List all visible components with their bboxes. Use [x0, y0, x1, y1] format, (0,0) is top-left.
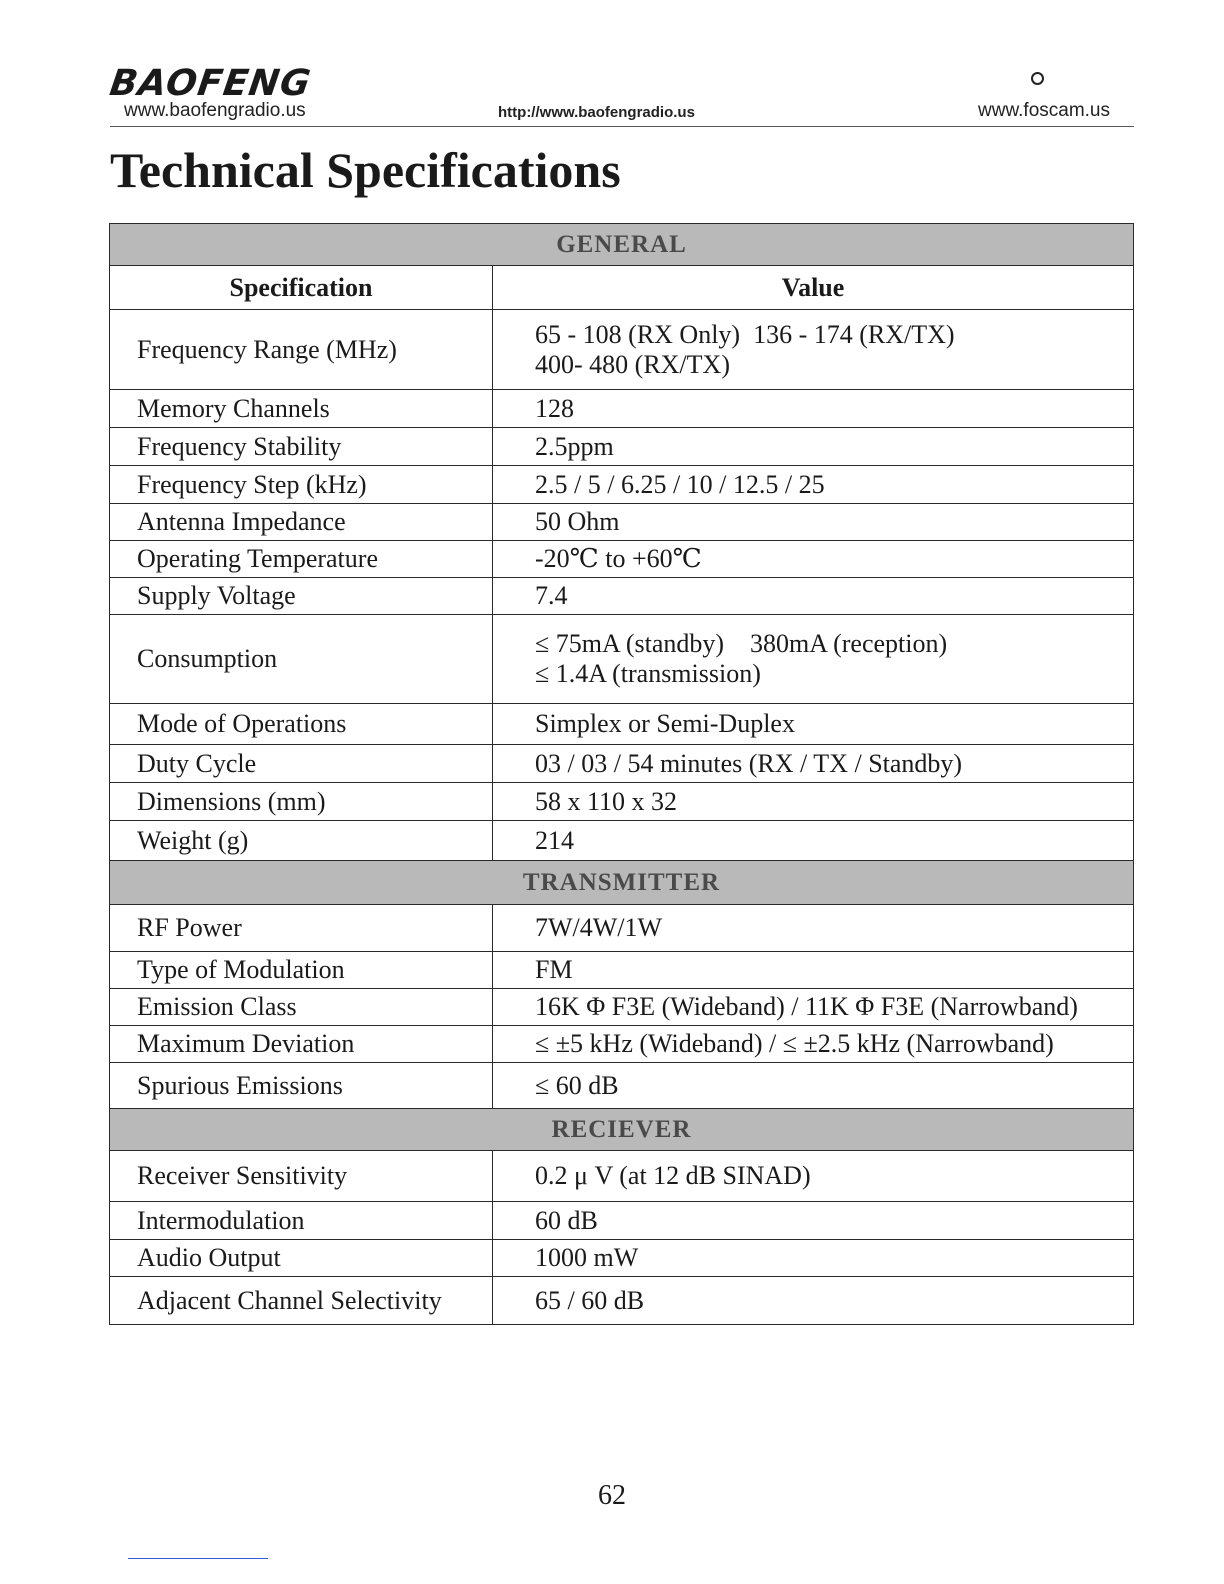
spec-name: Supply Voltage: [110, 578, 493, 615]
spec-value-line: 03 / 03 / 54 minutes (RX / TX / Standby): [535, 748, 963, 778]
spec-value: [493, 504, 1134, 541]
column-header-value: Value: [493, 266, 1134, 310]
spec-value: [493, 428, 1134, 466]
table-row: [110, 428, 1134, 466]
spec-name: Dimensions (mm): [110, 783, 493, 821]
section-title-general: GENERAL: [110, 224, 1134, 266]
table-row: [110, 578, 1134, 615]
spec-value-line: 65 - 108 (RX Only) 136 - 174 (RX/TX): [535, 319, 955, 349]
table-row: [110, 783, 1134, 821]
spec-value-line: 0.2 μ V (at 12 dB SINAD): [535, 1161, 811, 1190]
spec-name: Duty Cycle: [110, 745, 493, 783]
spec-table-body: [110, 224, 1134, 1325]
spec-value-line: 2.5 / 5 / 6.25 / 10 / 12.5 / 25: [535, 469, 825, 499]
section-header-receiver: [110, 1109, 1134, 1151]
spec-value-line: Simplex or Semi-Duplex: [535, 709, 795, 738]
table-row: [110, 952, 1134, 989]
spec-value: [493, 745, 1134, 783]
table-row: [110, 504, 1134, 541]
section-header-general: [110, 224, 1134, 266]
table-row: [110, 1240, 1134, 1277]
spec-value-line: 400- 480 (RX/TX): [535, 349, 730, 379]
header-divider: [110, 126, 1134, 127]
spec-value-line: FM: [535, 955, 573, 984]
spec-value: [493, 1026, 1134, 1063]
spec-value: [493, 1277, 1134, 1325]
spec-name: Spurious Emissions: [110, 1063, 493, 1109]
spec-value: [493, 1240, 1134, 1277]
header-url-right: www.foscam.us: [978, 100, 1110, 121]
spec-value-line: 16K Φ F3E (Wideband) / 11K Φ F3E (Narrowband): [535, 992, 1078, 1021]
spec-name: RF Power: [110, 905, 493, 952]
spec-value: [493, 615, 1134, 704]
spec-value: [493, 821, 1134, 861]
spec-value-line: ≤ 75mA (standby) 380mA (reception): [535, 629, 948, 658]
spec-value-line: 58 x 110 x 32: [535, 786, 678, 816]
table-row: [110, 745, 1134, 783]
spec-name: Frequency Range (MHz): [110, 310, 493, 390]
spec-name: Frequency Step (kHz): [110, 466, 493, 504]
section-title-transmitter: TRANSMITTER: [110, 861, 1134, 905]
spec-name: Maximum Deviation: [110, 1026, 493, 1063]
spec-value-line: 7.4: [535, 581, 568, 610]
spec-value-line: ≤ 1.4A (transmission): [535, 659, 761, 688]
spec-value: [493, 1151, 1134, 1202]
spec-value-line: 7W/4W/1W: [535, 913, 663, 942]
spec-value-line: -20℃ to +60℃: [535, 544, 702, 573]
table-row: [110, 466, 1134, 504]
spec-value-line: 50 Ohm: [535, 507, 620, 536]
table-row: [110, 390, 1134, 428]
table-row: [110, 1277, 1134, 1325]
spec-value-line: 60 dB: [535, 1205, 598, 1235]
spec-value: [493, 310, 1134, 390]
table-row: [110, 989, 1134, 1026]
spec-name: Mode of Operations: [110, 704, 493, 745]
spec-table: [109, 223, 1134, 1325]
spec-name: Consumption: [110, 615, 493, 704]
spec-value: [493, 390, 1134, 428]
table-row: [110, 704, 1134, 745]
table-row: [110, 905, 1134, 952]
page-header: [107, 60, 1134, 128]
spec-value: [493, 952, 1134, 989]
spec-value-line: 128: [535, 393, 574, 423]
table-row: [110, 1063, 1134, 1109]
column-header-row: [110, 266, 1134, 310]
spec-value-line: 1000 mW: [535, 1243, 639, 1272]
spec-value: [493, 1202, 1134, 1240]
table-row: [110, 310, 1134, 390]
spec-value-line: 214: [535, 825, 574, 855]
header-url-left: www.baofengradio.us: [124, 100, 306, 121]
spec-value-line: 2.5ppm: [535, 431, 614, 461]
page-title: Technical Specifications: [110, 142, 621, 198]
header-url-center: http://www.baofengradio.us: [498, 104, 695, 121]
spec-name: Weight (g): [110, 821, 493, 861]
spec-value: [493, 541, 1134, 578]
spec-name: Intermodulation: [110, 1202, 493, 1240]
table-row: [110, 1151, 1134, 1202]
spec-name: Memory Channels: [110, 390, 493, 428]
table-row: [110, 1202, 1134, 1240]
spec-value: [493, 704, 1134, 745]
footer-line: [128, 1558, 268, 1559]
section-header-transmitter: [110, 861, 1134, 905]
table-row: [110, 615, 1134, 704]
table-row: [110, 541, 1134, 578]
spec-value: [493, 989, 1134, 1026]
spec-value-line: ≤ ±5 kHz (Wideband) / ≤ ±2.5 kHz (Narrowband): [535, 1029, 1054, 1058]
spec-value: [493, 905, 1134, 952]
spec-name: Type of Modulation: [110, 952, 493, 989]
brand-logo: BAOFENG: [107, 63, 314, 104]
spec-value-line: ≤ 60 dB: [535, 1070, 619, 1100]
section-title-receiver: RECIEVER: [110, 1109, 1134, 1151]
spec-value: [493, 466, 1134, 504]
spec-value: [493, 1063, 1134, 1109]
page-number: 62: [598, 1480, 626, 1511]
spec-value-line: 65 / 60 dB: [535, 1285, 645, 1315]
table-row: [110, 1026, 1134, 1063]
spec-name: Antenna Impedance: [110, 504, 493, 541]
table-row: [110, 821, 1134, 861]
spec-name: Frequency Stability: [110, 428, 493, 466]
spec-value: [493, 783, 1134, 821]
spec-value: [493, 578, 1134, 615]
spec-name: Emission Class: [110, 989, 493, 1026]
spec-name: Audio Output: [110, 1240, 493, 1277]
spec-name: Adjacent Channel Selectivity: [110, 1277, 493, 1325]
spec-name: Receiver Sensitivity: [110, 1151, 493, 1202]
circle-icon: [1031, 72, 1044, 85]
spec-name: Operating Temperature: [110, 541, 493, 578]
column-header-specification: Specification: [110, 266, 493, 310]
